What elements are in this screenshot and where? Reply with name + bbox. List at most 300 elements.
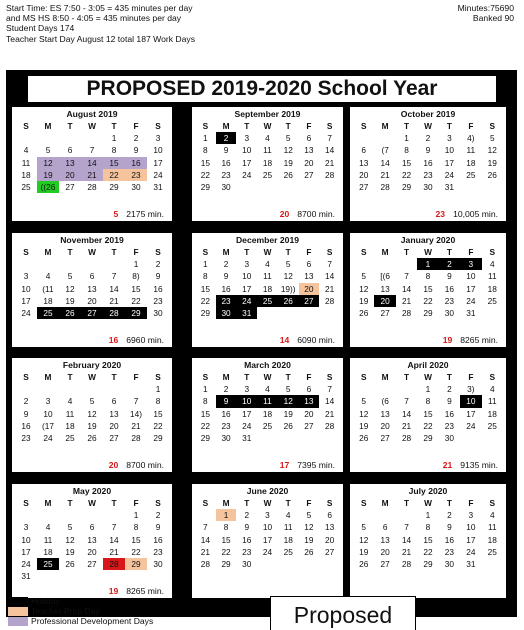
day-cell: 25 bbox=[37, 558, 59, 570]
empty-day-cell bbox=[59, 383, 81, 395]
weekday-header: F bbox=[306, 372, 312, 382]
weekday-header: M bbox=[381, 247, 389, 257]
day-cell: 29 bbox=[125, 307, 147, 319]
empty-day-cell bbox=[37, 509, 59, 521]
day-cell: 26 bbox=[283, 420, 293, 431]
month-minutes: 8700 min. bbox=[297, 209, 335, 219]
month-title: January 2020 bbox=[400, 235, 456, 245]
day-cell: 30 bbox=[444, 432, 455, 443]
day-cell: 24 bbox=[262, 546, 273, 557]
day-cell: 5 bbox=[89, 396, 95, 407]
month-minutes: 6090 min. bbox=[297, 335, 335, 345]
day-cell: 11 bbox=[65, 408, 75, 419]
day-cell: 22 bbox=[423, 420, 433, 431]
day-cell: 15 bbox=[103, 157, 125, 169]
month-grid bbox=[350, 371, 506, 444]
day-cell: 29 bbox=[125, 558, 147, 570]
day-cell: 16 bbox=[21, 420, 31, 431]
day-cell: 25 bbox=[257, 295, 278, 307]
day-cell: 30 bbox=[423, 181, 433, 192]
day-cell: 22 bbox=[103, 169, 125, 181]
month-title: April 2020 bbox=[407, 360, 449, 370]
day-cell: 15 bbox=[221, 534, 231, 545]
weekday-header: T bbox=[446, 372, 452, 382]
month-card bbox=[350, 233, 506, 347]
day-cell: 27 bbox=[380, 307, 390, 318]
day-cell: 25 bbox=[37, 307, 59, 319]
day-cell: 24 bbox=[444, 169, 455, 180]
day-cell: 5 bbox=[361, 522, 367, 533]
day-cell: 28 bbox=[103, 307, 125, 319]
month-summary bbox=[192, 460, 343, 471]
day-cell: 2 bbox=[223, 384, 229, 395]
day-cell: 7 bbox=[327, 133, 332, 144]
month-summary bbox=[192, 335, 343, 346]
day-cell: 29 bbox=[200, 432, 210, 443]
empty-day-cell bbox=[37, 132, 59, 144]
day-cell: 1 bbox=[417, 258, 438, 270]
day-cell: 9 bbox=[447, 522, 452, 533]
day-cell: 7 bbox=[404, 522, 409, 533]
month-card bbox=[192, 358, 343, 472]
day-cell: 24 bbox=[43, 432, 53, 443]
weekday-header: S bbox=[155, 498, 161, 508]
month-card bbox=[350, 107, 506, 221]
day-cell: 26 bbox=[283, 169, 293, 180]
day-cell: 9 bbox=[155, 522, 161, 533]
professional-development-swatch bbox=[8, 617, 28, 626]
day-cell: 2 bbox=[223, 259, 229, 270]
day-cell: 15 bbox=[423, 534, 433, 545]
weekday-header: M bbox=[44, 372, 52, 382]
empty-day-cell bbox=[278, 307, 299, 319]
month-card bbox=[12, 107, 172, 221]
empty-day-cell bbox=[319, 432, 340, 444]
day-cell: 5 bbox=[67, 271, 73, 282]
day-cell: 16 bbox=[423, 157, 433, 168]
weekday-header: S bbox=[326, 247, 333, 257]
day-cell: 8 bbox=[133, 522, 139, 533]
day-cell: 13 bbox=[109, 408, 119, 419]
day-cell: 15 bbox=[200, 408, 210, 419]
day-cell: 20 bbox=[87, 295, 97, 306]
weekday-header: T bbox=[285, 247, 291, 257]
weekday-header: F bbox=[133, 247, 139, 257]
day-cell: 17 bbox=[444, 157, 455, 168]
day-cell: 28 bbox=[200, 558, 210, 569]
weekday-header: T bbox=[244, 121, 250, 131]
month-card bbox=[12, 484, 172, 598]
day-cell: 30 bbox=[153, 558, 163, 569]
day-cell: 13 bbox=[304, 145, 314, 156]
day-cell: 23 bbox=[423, 169, 433, 180]
month-card bbox=[12, 233, 172, 347]
weekday-header: W bbox=[88, 372, 96, 382]
weekday-header: T bbox=[404, 372, 410, 382]
day-cell: 13 bbox=[380, 408, 390, 419]
day-cell: 17 bbox=[153, 157, 163, 168]
day-cell: 3 bbox=[23, 522, 29, 533]
weekday-header: M bbox=[44, 121, 52, 131]
day-cell: 23 bbox=[21, 432, 31, 443]
day-cell: 3 bbox=[45, 396, 51, 407]
month-summary bbox=[192, 209, 343, 220]
day-cell: 5 bbox=[489, 133, 495, 144]
day-cell: 26 bbox=[487, 169, 497, 180]
day-cell: 29 bbox=[221, 558, 231, 569]
day-cell: 1 bbox=[133, 510, 139, 521]
weekday-header: F bbox=[133, 498, 139, 508]
day-cell: 29 bbox=[423, 558, 433, 569]
day-cell: 2 bbox=[447, 510, 452, 521]
day-cell: 15 bbox=[423, 408, 433, 419]
day-cell: 25 bbox=[65, 432, 75, 443]
day-cell: 14 bbox=[109, 534, 119, 545]
day-cell: 14 bbox=[200, 534, 210, 545]
empty-day-cell bbox=[59, 509, 81, 521]
day-cell: 31 bbox=[21, 571, 31, 582]
empty-day-cell bbox=[81, 258, 103, 270]
day-cell: 24 bbox=[242, 420, 252, 431]
day-cell: 12 bbox=[283, 145, 293, 156]
day-cell: 16 bbox=[221, 157, 231, 168]
day-cell: 3 bbox=[265, 510, 270, 521]
day-cell: 4 bbox=[67, 396, 73, 407]
day-cell: 28 bbox=[131, 432, 141, 443]
day-cell: 27 bbox=[359, 181, 369, 192]
empty-day-cell bbox=[59, 258, 81, 270]
day-cell: 8 bbox=[404, 145, 409, 156]
day-cell: 5 bbox=[285, 133, 291, 144]
day-cell: 24 bbox=[466, 295, 476, 306]
day-cell: 1 bbox=[133, 259, 139, 270]
day-cell: 6 bbox=[382, 522, 388, 533]
day-cell: 11 bbox=[21, 157, 31, 168]
day-cell: 16 bbox=[221, 283, 231, 294]
weekday-header: T bbox=[446, 121, 452, 131]
day-cell: 22 bbox=[200, 169, 210, 180]
day-cell: 8 bbox=[425, 396, 431, 407]
day-cell: 30 bbox=[221, 181, 231, 192]
day-cell: 6 bbox=[361, 145, 367, 156]
day-cell: 16 bbox=[242, 534, 252, 545]
day-cell: 16 bbox=[221, 408, 231, 419]
empty-day-cell bbox=[257, 307, 278, 319]
empty-day-cell bbox=[396, 258, 417, 270]
day-cell: 22 bbox=[131, 295, 141, 306]
empty-day-cell bbox=[103, 509, 125, 521]
day-cell: 7 bbox=[327, 384, 332, 395]
day-cell: 1 bbox=[111, 133, 117, 144]
day-cell: 20 bbox=[304, 408, 314, 419]
legend-item-holiday bbox=[8, 596, 153, 606]
schedule-line: Teacher Start Day August 12 total 187 Work Days bbox=[6, 33, 195, 44]
weekday-header: F bbox=[468, 121, 474, 131]
empty-day-cell bbox=[147, 570, 169, 582]
empty-day-cell bbox=[15, 509, 37, 521]
day-cell: 28 bbox=[87, 181, 97, 192]
day-cell: 2 bbox=[216, 132, 237, 144]
month-minutes: 8265 min. bbox=[126, 586, 164, 596]
day-cell: 22 bbox=[221, 546, 231, 557]
day-cell: 17 bbox=[466, 534, 476, 545]
day-cell: 29 bbox=[423, 432, 433, 443]
day-cell: 15 bbox=[200, 283, 210, 294]
weekday-header: T bbox=[244, 498, 250, 508]
empty-day-cell bbox=[278, 558, 299, 570]
day-cell: 16 bbox=[444, 408, 455, 419]
month-grid bbox=[350, 246, 506, 319]
day-cell: 23 bbox=[444, 546, 455, 557]
empty-day-cell bbox=[125, 383, 147, 395]
month-title: December 2019 bbox=[235, 235, 300, 245]
month-summary bbox=[12, 209, 172, 220]
day-cell: 20 bbox=[304, 157, 314, 168]
day-cell: 4 bbox=[265, 259, 270, 270]
month-title: November 2019 bbox=[60, 235, 124, 245]
day-cell: 7 bbox=[404, 396, 409, 407]
day-cell: 14 bbox=[401, 408, 412, 419]
legend-label: Professional Development Days bbox=[31, 616, 154, 626]
month-card bbox=[350, 484, 506, 598]
day-cell: 10 bbox=[43, 408, 53, 419]
day-cell: 3 bbox=[460, 258, 481, 270]
day-cell: 9 bbox=[447, 271, 452, 282]
day-cell: 14) bbox=[130, 408, 142, 419]
month-grid bbox=[350, 497, 506, 570]
day-cell: 24 bbox=[236, 295, 257, 307]
day-cell: 3 bbox=[155, 133, 161, 144]
empty-day-cell bbox=[37, 570, 59, 582]
empty-day-cell bbox=[81, 132, 103, 144]
day-cell: 1 bbox=[216, 509, 237, 521]
day-cell: 6 bbox=[111, 396, 117, 407]
day-cell: 25 bbox=[283, 546, 293, 557]
day-cell: 14 bbox=[401, 534, 412, 545]
day-cell: 18 bbox=[487, 283, 497, 294]
legend-item-teacher-prep bbox=[8, 606, 153, 616]
day-cell: 20 bbox=[380, 420, 390, 431]
day-cell: 25 bbox=[262, 420, 273, 431]
day-cell: 18 bbox=[65, 420, 75, 431]
day-cell: 21 bbox=[325, 408, 335, 419]
weekday-header: W bbox=[424, 121, 432, 131]
day-cell: 19 bbox=[87, 420, 97, 431]
day-cell: 18 bbox=[262, 283, 273, 294]
schedule-info bbox=[6, 3, 195, 44]
schedule-line: Start Time: ES 7:50 - 3:05 = 435 minutes per day bbox=[6, 3, 193, 13]
day-cell: 13 bbox=[87, 534, 97, 545]
day-cell: 22 bbox=[423, 295, 433, 306]
day-cell: 9 bbox=[425, 145, 431, 156]
day-cell: 19 bbox=[283, 157, 293, 168]
day-cell: 25 bbox=[487, 295, 497, 306]
day-cell: 10 bbox=[21, 283, 31, 294]
day-cell: 14 bbox=[109, 283, 119, 294]
day-cell: 1 bbox=[203, 384, 208, 395]
empty-day-cell bbox=[353, 509, 374, 521]
month-grid bbox=[12, 120, 172, 193]
day-cell: 29 bbox=[200, 307, 210, 318]
day-cell: 4 bbox=[23, 145, 29, 156]
month-summary bbox=[12, 335, 172, 346]
day-cell: 27 bbox=[299, 295, 320, 307]
day-cell: 2 bbox=[155, 510, 161, 521]
day-cell: 12 bbox=[37, 157, 59, 169]
day-cell: 28 bbox=[401, 432, 412, 443]
day-cell: 5 bbox=[67, 522, 73, 533]
day-cell: 22 bbox=[423, 546, 433, 557]
day-cell: 7 bbox=[404, 271, 409, 282]
weekday-header: S bbox=[23, 247, 29, 257]
day-cell: 18 bbox=[487, 534, 497, 545]
empty-day-cell bbox=[319, 307, 340, 319]
empty-day-cell bbox=[353, 383, 374, 395]
day-cell: 13 bbox=[380, 283, 390, 294]
day-cell: 30 bbox=[131, 181, 141, 192]
day-cell: 14 bbox=[325, 271, 335, 282]
day-cell: 15 bbox=[131, 534, 141, 545]
day-cell: 17 bbox=[242, 408, 252, 419]
day-cell: 17 bbox=[242, 283, 252, 294]
day-cell: 21 bbox=[200, 546, 210, 557]
day-cell: 13 bbox=[87, 283, 97, 294]
weekday-header: S bbox=[155, 121, 161, 131]
weekday-header: T bbox=[111, 121, 117, 131]
student-day-count: 19 bbox=[108, 586, 119, 596]
day-cell: 4 bbox=[45, 522, 51, 533]
day-cell: 25 bbox=[466, 169, 476, 180]
day-cell: 5 bbox=[361, 396, 367, 407]
weekday-header: T bbox=[404, 247, 410, 257]
day-cell: 4 bbox=[285, 510, 291, 521]
day-cell: 14 bbox=[325, 145, 335, 156]
day-cell: 27 bbox=[304, 420, 314, 431]
empty-day-cell bbox=[482, 307, 503, 319]
day-cell: 7 bbox=[203, 522, 208, 533]
weekday-header: T bbox=[285, 498, 291, 508]
empty-day-cell bbox=[396, 509, 417, 521]
day-cell: 5 bbox=[45, 145, 51, 156]
day-cell: 30 bbox=[153, 307, 163, 318]
day-cell: 23 bbox=[216, 295, 237, 307]
day-cell: 23 bbox=[444, 295, 455, 306]
day-cell: 12 bbox=[359, 283, 369, 294]
weekday-header: F bbox=[133, 372, 139, 382]
day-cell: 18 bbox=[43, 546, 53, 557]
weekday-header: T bbox=[446, 498, 452, 508]
day-cell: 12 bbox=[304, 522, 314, 533]
empty-day-cell bbox=[482, 432, 503, 444]
day-cell: 2 bbox=[155, 259, 161, 270]
day-cell: 21 bbox=[109, 546, 119, 557]
empty-day-cell bbox=[299, 558, 320, 570]
weekday-header: T bbox=[285, 372, 291, 382]
month-title: March 2020 bbox=[244, 360, 291, 370]
day-cell: 18 bbox=[262, 157, 273, 168]
student-day-count: 19 bbox=[442, 335, 453, 345]
day-cell: 1 bbox=[203, 259, 208, 270]
empty-day-cell bbox=[319, 181, 340, 193]
weekday-header: M bbox=[44, 247, 52, 257]
day-cell: 28 bbox=[325, 295, 335, 306]
weekday-header: M bbox=[381, 498, 389, 508]
day-cell: 23 bbox=[153, 295, 163, 306]
weekday-header: T bbox=[67, 372, 73, 382]
empty-day-cell bbox=[353, 258, 374, 270]
weekday-header: S bbox=[155, 372, 161, 382]
day-cell: 26 bbox=[304, 546, 314, 557]
empty-day-cell bbox=[103, 570, 125, 582]
day-cell: 8 bbox=[111, 145, 117, 156]
day-cell: 29 bbox=[401, 181, 412, 192]
day-cell: 10 bbox=[153, 145, 163, 156]
day-cell: 20 bbox=[87, 546, 97, 557]
day-cell: 9 bbox=[155, 271, 161, 282]
day-cell: 11 bbox=[263, 145, 272, 156]
weekday-header: T bbox=[446, 247, 452, 257]
month-card bbox=[192, 484, 343, 598]
weekday-header: F bbox=[306, 247, 312, 257]
empty-day-cell bbox=[374, 132, 395, 144]
day-cell: 14 bbox=[81, 157, 103, 169]
day-cell: 28 bbox=[103, 558, 125, 570]
day-cell: 10 bbox=[466, 271, 476, 282]
day-cell: 9 bbox=[216, 395, 237, 407]
weekday-header: W bbox=[88, 121, 96, 131]
day-cell: 4 bbox=[489, 384, 495, 395]
day-cell: 20 bbox=[59, 169, 81, 181]
weekday-header: F bbox=[133, 121, 139, 131]
weekday-header: T bbox=[244, 247, 250, 257]
weekday-header: S bbox=[326, 372, 333, 382]
day-cell: 20 bbox=[299, 283, 320, 295]
day-cell: 26 bbox=[59, 307, 81, 319]
day-cell: 31 bbox=[466, 307, 476, 318]
weekday-header: T bbox=[285, 121, 291, 131]
day-cell: 13 bbox=[304, 271, 314, 282]
weekday-header: F bbox=[306, 498, 312, 508]
day-cell: 4) bbox=[467, 133, 475, 144]
day-cell: 19 bbox=[304, 534, 314, 545]
day-cell: 6 bbox=[306, 259, 312, 270]
minutes-summary bbox=[458, 3, 514, 23]
schedule-line: Student Days 174 bbox=[6, 23, 75, 34]
day-cell: 16 bbox=[153, 283, 163, 294]
day-cell: (17 bbox=[42, 420, 54, 431]
weekday-header: M bbox=[381, 121, 389, 131]
weekday-header: S bbox=[360, 247, 367, 257]
day-cell: 3 bbox=[244, 259, 250, 270]
holiday-swatch bbox=[8, 597, 28, 606]
day-cell: 21 bbox=[380, 169, 390, 180]
day-cell: 7 bbox=[327, 259, 332, 270]
day-cell: 3) bbox=[467, 384, 475, 395]
day-cell: 8 bbox=[203, 396, 208, 407]
weekday-header: W bbox=[88, 247, 96, 257]
month-grid bbox=[12, 371, 172, 444]
day-cell: 8 bbox=[203, 145, 208, 156]
day-cell: 2 bbox=[439, 258, 460, 270]
day-cell: 16 bbox=[444, 534, 455, 545]
month-minutes: 8700 min. bbox=[126, 460, 164, 470]
day-cell: 29 bbox=[200, 181, 210, 192]
empty-day-cell bbox=[257, 432, 278, 444]
empty-day-cell bbox=[59, 132, 81, 144]
day-cell: 19 bbox=[37, 169, 59, 181]
day-cell: 20 bbox=[380, 546, 390, 557]
month-minutes: 2175 min. bbox=[126, 209, 164, 219]
